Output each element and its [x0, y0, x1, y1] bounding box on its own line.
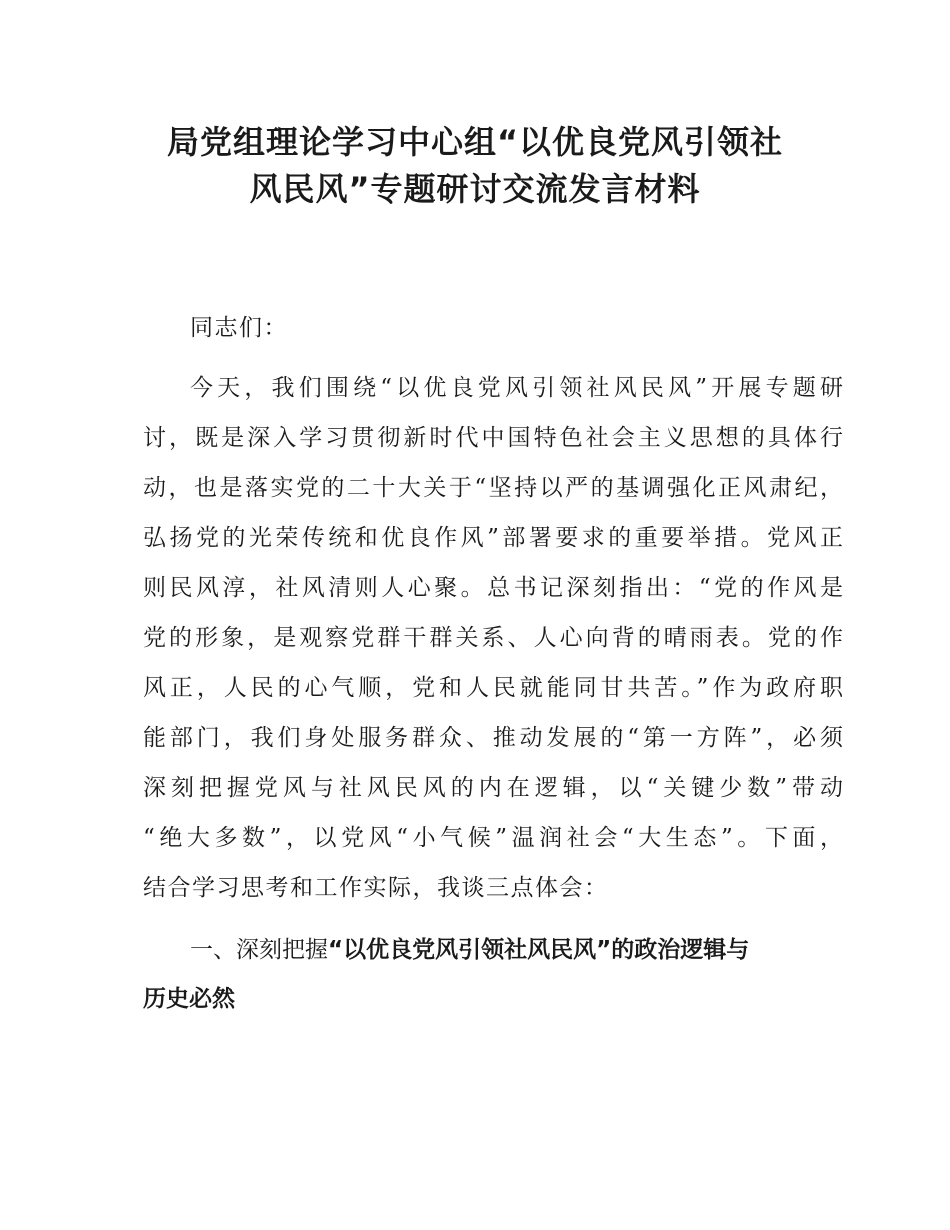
- section-heading-prefix: 一、深刻把握: [190, 937, 328, 963]
- body-line: 党的形象，是观察党群干群关系、人心向背的晴雨表。党的作: [143, 625, 843, 651]
- section-heading-1: [190, 934, 815, 966]
- body-line: 动，也是落实党的二十大关于“坚持以严的基调强化正风肃纪，: [143, 475, 843, 501]
- body-line: 深刻把握党风与社风民风的内在逻辑，以“关键少数”带动: [143, 775, 843, 801]
- body-line: 今天，我们围绕“以优良党风引领社风民风”开展专题研: [190, 375, 843, 401]
- body-line: “绝大多数”，以党风“小气候”温润社会“大生态”。下面，: [143, 825, 843, 851]
- body-line: 则民风淳，社风清则人心聚。总书记深刻指出：“党的作风是: [143, 575, 843, 601]
- body-line: 讨，既是深入学习贯彻新时代中国特色社会主义思想的具体行: [143, 425, 843, 451]
- body-line: 能部门，我们身处服务群众、推动发展的“第一方阵”，必须: [143, 725, 843, 751]
- section-heading-1-continued: [143, 983, 843, 1015]
- section-heading-bold-continued: 历史必然: [143, 986, 235, 1012]
- salutation: 同志们：: [190, 315, 288, 341]
- body-line: 弘扬党的光荣传统和优良作风”部署要求的重要举措。党风正: [143, 525, 843, 551]
- body-line: 风正，人民的心气顺，党和人民就能同甘共苦。”作为政府职: [143, 675, 843, 701]
- document-title-line-2: 风民风”专题研讨交流发言材料: [249, 170, 701, 208]
- section-heading-bold: “以优良党风引领社风民风”的政治逻辑与: [328, 937, 750, 963]
- document-title-line-1: 局党组理论学习中心组“以优良党风引领社: [166, 123, 784, 161]
- body-line: 结合学习思考和工作实际，我谈三点体会：: [143, 875, 609, 901]
